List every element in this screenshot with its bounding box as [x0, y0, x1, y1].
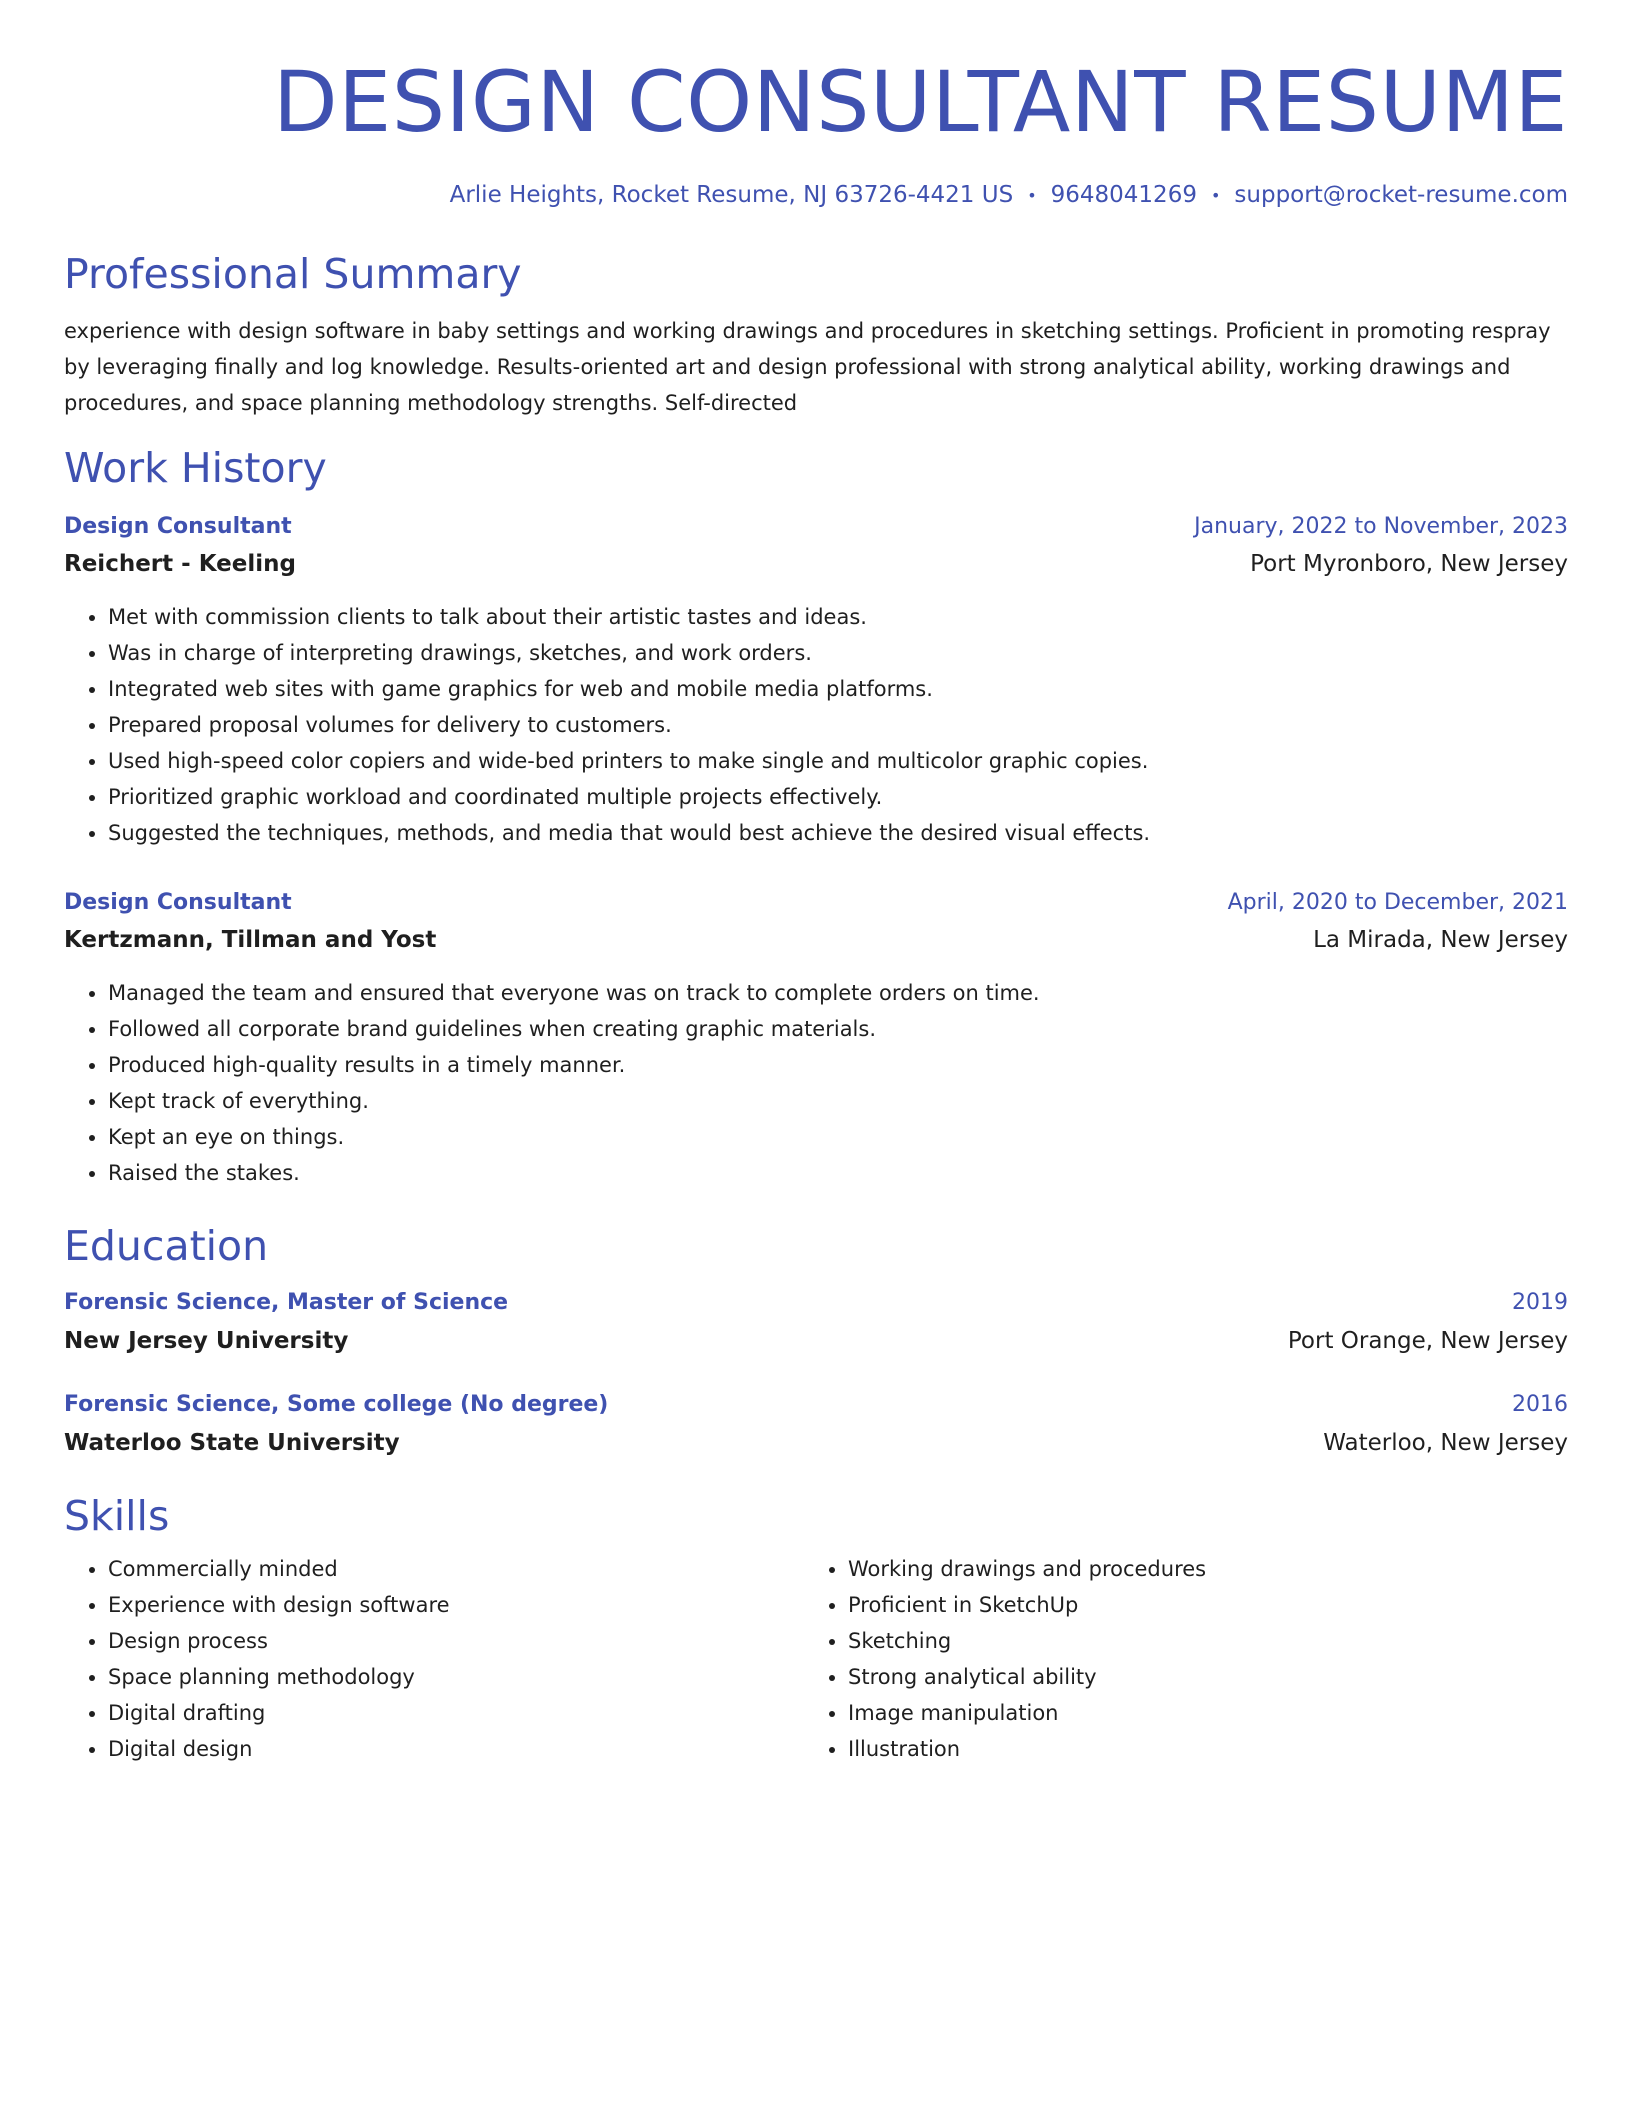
education-header-row [64, 1387, 1568, 1423]
education-school: New Jersey University [64, 1327, 349, 1354]
education-school-row [64, 1423, 1568, 1463]
job-bullet: • Integrated web sites with game graphics for web and mobile media platforms. [108, 671, 1568, 707]
job-role: Design Consultant [64, 889, 292, 915]
job-company-row [64, 921, 1568, 959]
job-location: La Mirada, New Jersey [1313, 926, 1568, 953]
job-company: Kertzmann, Tillman and Yost [64, 926, 437, 953]
job-bullet: • Raised the stakes. [108, 1155, 1568, 1191]
job-location: Port Myronboro, New Jersey [1250, 550, 1568, 577]
job-company-row [64, 545, 1568, 583]
job-bullet: • Prioritized graphic workload and coordinated multiple projects effectively. [108, 779, 1568, 815]
job-bullet: • Used high-speed color copiers and wide-bed printers to make single and multicolor graphic copies. [108, 743, 1568, 779]
work-history-section [64, 443, 1568, 1191]
skill-item: • Illustration [848, 1731, 1544, 1767]
job-role: Design Consultant [64, 513, 292, 539]
skill-item: • Commercially minded [108, 1551, 804, 1587]
skill-item: • Design process [108, 1623, 804, 1659]
contact-line [64, 180, 1568, 211]
job-header-row [64, 885, 1568, 921]
skills-section [64, 1491, 1568, 1767]
summary-section [64, 249, 1568, 421]
skill-item: • Strong analytical ability [848, 1659, 1544, 1695]
skills-list-right [804, 1551, 1544, 1767]
skill-item: • Proficient in SketchUp [848, 1587, 1544, 1623]
resume-title: DESIGN CONSULTANT RESUME [272, 53, 1568, 151]
summary-text: experience with design software in baby settings and working drawings and procedures in sketching settings. Proficient in promoting respray by leveraging finally and log knowledge. Results-oriented art and design professional with strong analytical ability, working drawings and procedures, and space planning methodology strengths. Self-directed [64, 318, 1551, 415]
resume-header [64, 0, 1568, 211]
job-bullet: • Kept an eye on things. [108, 1119, 1568, 1155]
job-bullet: • Was in charge of interpreting drawings, sketches, and work orders. [108, 635, 1568, 671]
job-bullet: • Suggested the techniques, methods, and media that would best achieve the desired visual effects. [108, 815, 1568, 851]
education-entry [64, 1285, 1568, 1361]
job-bullets [64, 975, 1568, 1191]
contact-separator: • [1210, 185, 1221, 205]
job-dates: April, 2020 to December, 2021 [1227, 889, 1568, 915]
contact-phone: 9648041269 [1050, 182, 1197, 208]
skill-item: • Sketching [848, 1623, 1544, 1659]
contact-email[interactable]: support@rocket-resume.com [1234, 182, 1568, 208]
contact-address: Arlie Heights, Rocket Resume, NJ 63726-4421 US [449, 182, 1014, 208]
education-heading: Education [64, 1221, 269, 1270]
education-section [64, 1221, 1568, 1463]
education-year: 2016 [1512, 1391, 1568, 1417]
skill-item: • Experience with design software [108, 1587, 804, 1623]
job-bullet: • Kept track of everything. [108, 1083, 1568, 1119]
job-bullet: • Produced high-quality results in a timely manner. [108, 1047, 1568, 1083]
job-company: Reichert - Keeling [64, 550, 296, 577]
job-bullet: • Managed the team and ensured that everyone was on track to complete orders on time. [108, 975, 1568, 1011]
job-bullet: • Met with commission clients to talk about their artistic tastes and ideas. [108, 599, 1568, 635]
skill-item: • Image manipulation [848, 1695, 1544, 1731]
work-history-heading: Work History [64, 443, 327, 492]
job-bullet: • Followed all corporate brand guidelines when creating graphic materials. [108, 1011, 1568, 1047]
education-school: Waterloo State University [64, 1429, 400, 1456]
job-bullet: • Prepared proposal volumes for delivery to customers. [108, 707, 1568, 743]
skills-list-left [64, 1551, 804, 1767]
summary-heading: Professional Summary [64, 249, 522, 298]
skill-item: • Digital design [108, 1731, 804, 1767]
contact-separator: • [1027, 185, 1037, 205]
job-bullets [64, 599, 1568, 851]
education-year: 2019 [1512, 1289, 1568, 1315]
education-header-row [64, 1285, 1568, 1321]
skill-item: • Space planning methodology [108, 1659, 804, 1695]
job-entry [64, 509, 1568, 851]
skill-item: • Digital drafting [108, 1695, 804, 1731]
education-school-row [64, 1321, 1568, 1361]
job-entry [64, 885, 1568, 1191]
skills-columns [64, 1551, 1568, 1767]
job-dates: January, 2022 to November, 2023 [1194, 513, 1568, 539]
education-degree: Forensic Science, Master of Science [64, 1289, 509, 1315]
education-entry [64, 1387, 1568, 1463]
skill-item: • Working drawings and procedures [848, 1551, 1544, 1587]
education-degree: Forensic Science, Some college (No degree) [64, 1391, 609, 1417]
education-location: Port Orange, New Jersey [1287, 1327, 1568, 1354]
skills-heading: Skills [64, 1491, 170, 1540]
job-header-row [64, 509, 1568, 545]
education-location: Waterloo, New Jersey [1323, 1429, 1568, 1456]
